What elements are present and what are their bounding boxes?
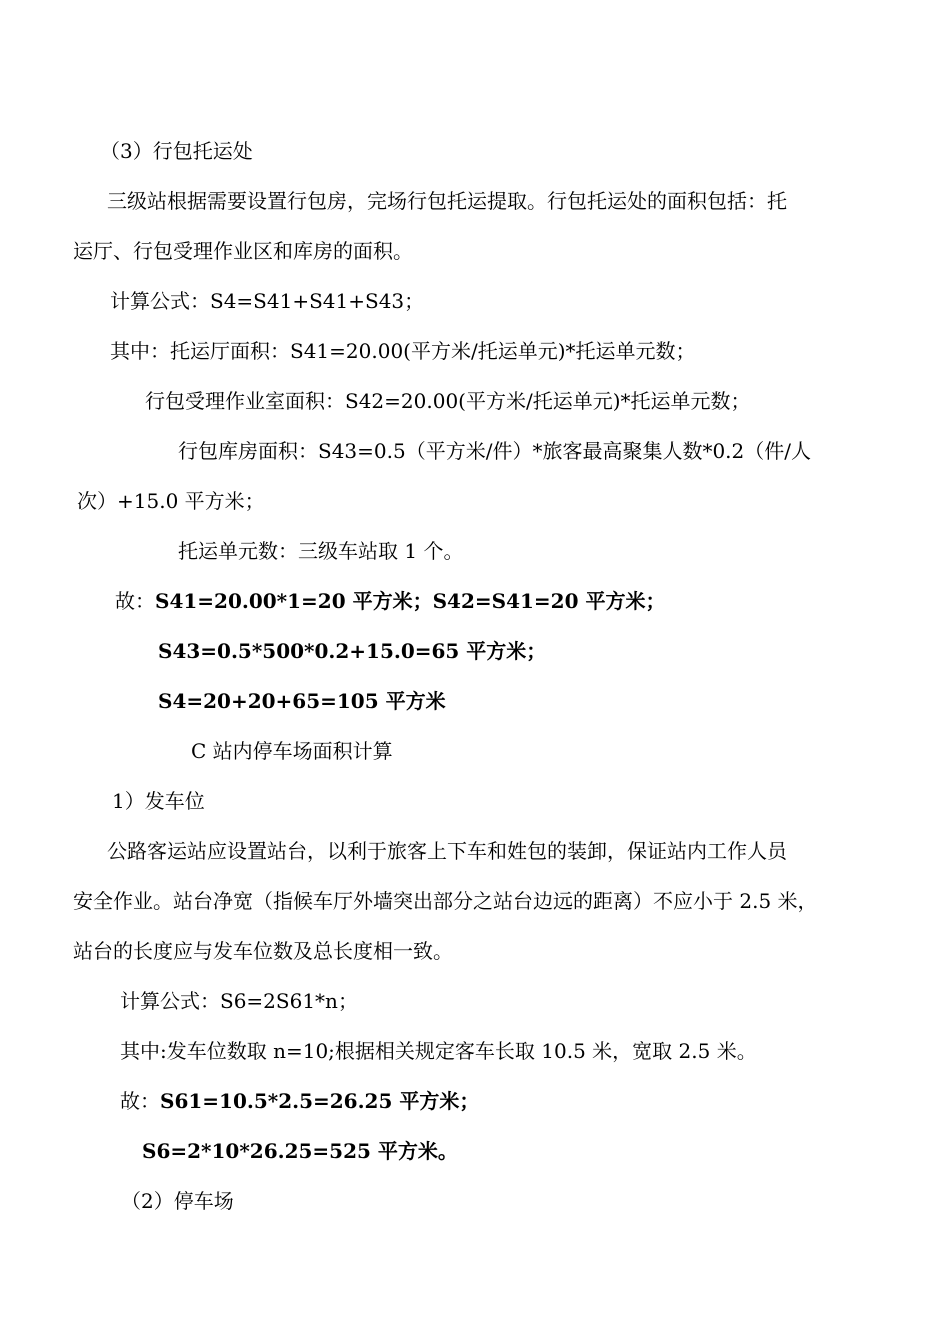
subheading-departure-bays: 1）发车位 — [112, 789, 205, 813]
result-line — [120, 1087, 479, 1115]
result-prefix: 故： — [115, 589, 155, 613]
section-heading: C 站内停车场面积计算 — [191, 739, 393, 763]
formula-line: 行包受理作业室面积：S42=20.00(平方米/托运单元)*托运单元数； — [145, 389, 751, 413]
formula-line: 行包库房面积：S43=0.5（平方米/件）*旅客最高聚集人数*0.2（件/人 — [178, 439, 811, 463]
result-line — [115, 587, 665, 615]
result-line: S43=0.5*500*0.2+15.0=65 平方米； — [158, 639, 547, 663]
formula-line: 其中：托运厅面积：S41=20.00(平方米/托运单元)*托运单元数； — [110, 339, 696, 363]
paragraph-line: 运厅、行包受理作业区和库房的面积。 — [73, 239, 413, 263]
paragraph-line: 站台的长度应与发车位数及总长度相一致。 — [73, 939, 453, 963]
paragraph-line: 公路客运站应设置站台，以利于旅客上下车和姓包的装卸，保证站内工作人员 — [107, 839, 787, 863]
formula-line: 次）+15.0 平方米； — [77, 489, 265, 513]
paragraph-line: 安全作业。站台净宽（指候车厅外墙突出部分之站台边远的距离）不应小于 2.5 米， — [73, 889, 818, 913]
result-value: S41=20.00*1=20 平方米；S42=S41=20 平方米； — [155, 589, 666, 613]
result-value: S61=10.5*2.5=26.25 平方米； — [160, 1089, 480, 1113]
subheading-parking-lot: （2）停车场 — [121, 1189, 234, 1213]
formula-line: 其中:发车位数取 n=10;根据相关规定客车长取 10.5 米，宽取 2.5 米。 — [120, 1039, 757, 1063]
paragraph-line: 三级站根据需要设置行包房，完场行包托运提取。行包托运处的面积包括：托 — [107, 189, 787, 213]
formula-line: 计算公式：S4=S41+S41+S43； — [110, 289, 425, 313]
result-line: S4=20+20+65=105 平方米 — [158, 689, 446, 713]
formula-line: 托运单元数：三级车站取 1 个。 — [178, 539, 464, 563]
result-prefix: 故： — [120, 1089, 160, 1113]
formula-line: 计算公式：S6=2S61*n； — [120, 989, 358, 1013]
heading-baggage-office: （3）行包托运处 — [100, 139, 253, 163]
result-line: S6=2*10*26.25=525 平方米。 — [142, 1139, 458, 1163]
